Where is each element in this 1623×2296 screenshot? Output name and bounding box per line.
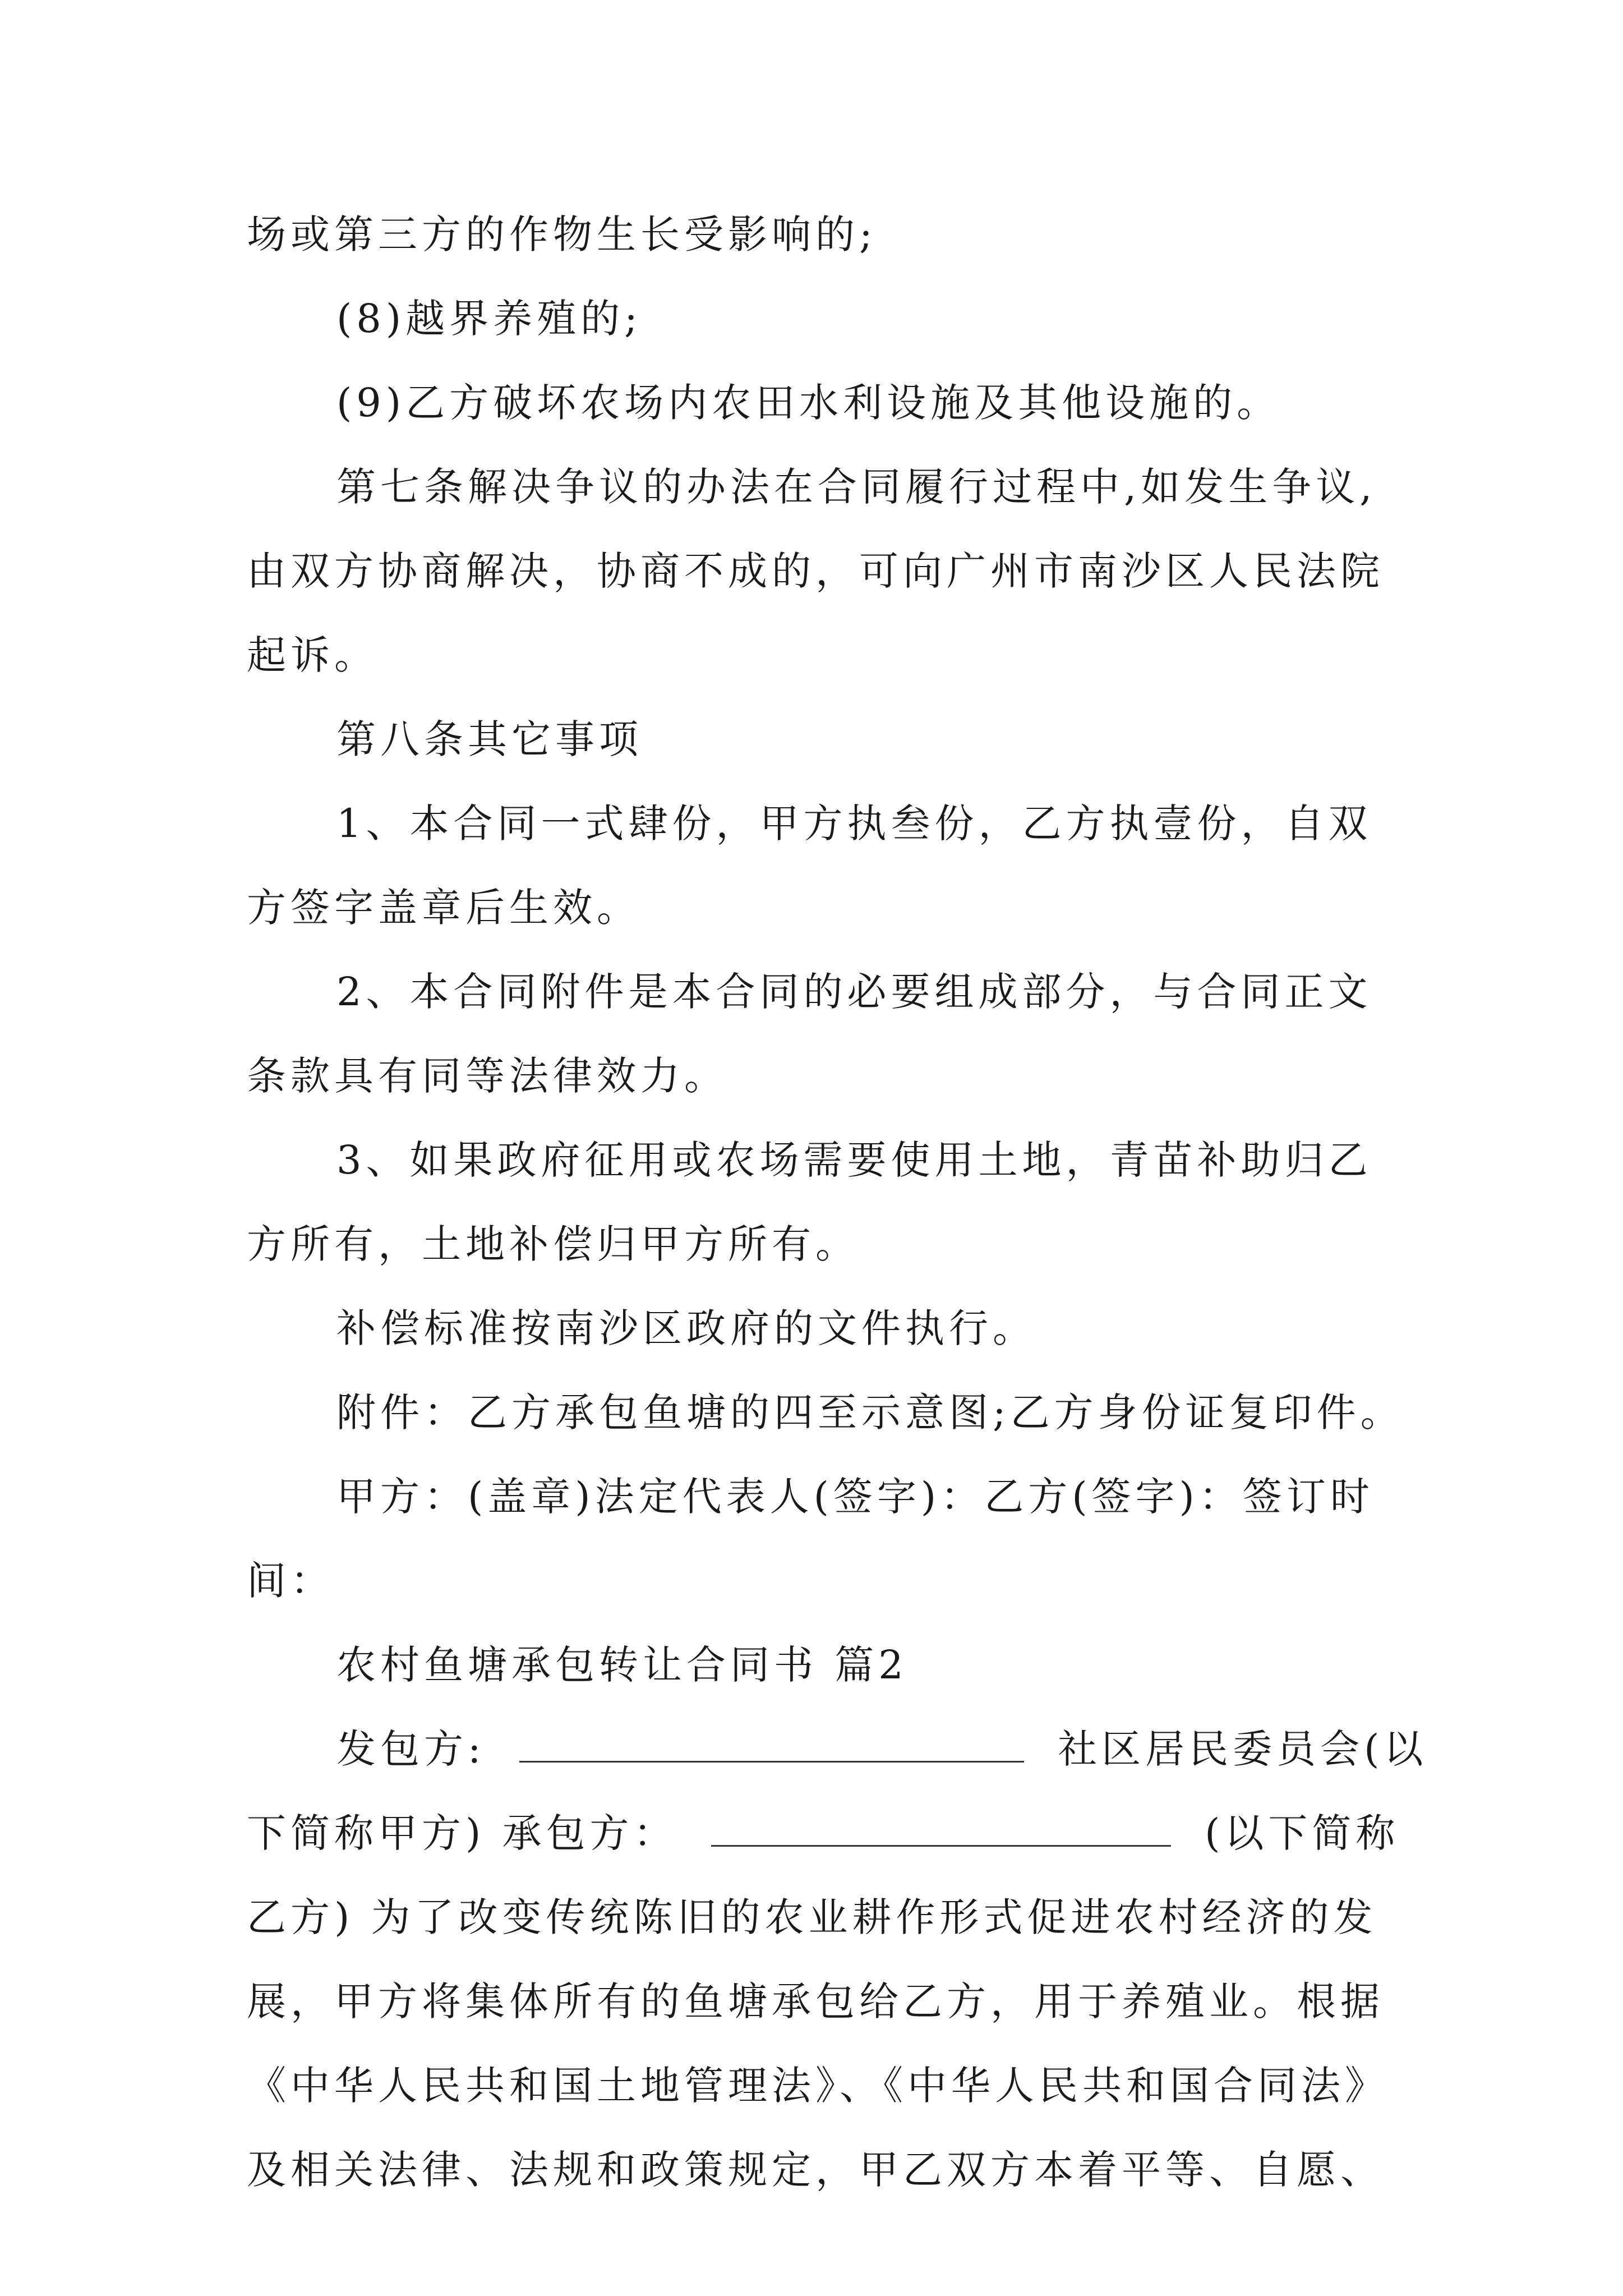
text-line-16: 甲方：(盖章)法定代表人(签字)：乙方(签字)：签订时: [336, 1474, 1374, 1520]
text-line-14: 补偿标准按南沙区政府的文件执行。: [336, 1305, 1036, 1351]
text-line-1: 场或第三方的作物生长受影响的;: [247, 211, 877, 257]
text-line-24: 及相关法律、法规和政策规定，甲乙双方本着平等、自愿、: [247, 2147, 1384, 2193]
issuer-label: 发包方:: [336, 1726, 486, 1772]
text-line-10: 2、本合同附件是本合同的必要组成部分，与合同正文: [336, 969, 1372, 1015]
text-line-5: 由双方协商解决，协商不成的，可向广州市南沙区人民法院: [247, 548, 1384, 594]
issuer-blank: [519, 1722, 1024, 1763]
text-line-9: 方签字盖章后生效。: [247, 885, 640, 931]
text-line-4: 第七条解决争议的办法在合同履行过程中,如发生争议,: [336, 464, 1377, 510]
text-line-13: 方所有，土地补偿归甲方所有。: [247, 1221, 859, 1267]
text-line-15: 附件：乙方承包鱼塘的四至示意图;乙方身份证复印件。: [336, 1389, 1404, 1435]
section-heading-8: 第八条其它事项: [336, 716, 643, 762]
text-line-8: 1、本合同一式肆份，甲方执叁份，乙方执壹份，自双: [336, 800, 1372, 846]
issuer-line: [0, 1710, 1623, 1788]
text-line-11: 条款具有同等法律效力。: [247, 1053, 728, 1099]
text-line-22: 展，甲方将集体所有的鱼塘承包给乙方，用于养殖业。根据: [247, 1978, 1384, 2024]
issuer-suffix: 社区居民委员会(以: [1058, 1726, 1428, 1772]
contractor-suffix: (以下简称: [1205, 1810, 1400, 1856]
text-line-3: (9)乙方破坏农场内农田水利设施及其他设施的。: [336, 380, 1281, 426]
contractor-label: 下简称甲方) 承包方：: [247, 1810, 677, 1856]
section-title-part2: 农村鱼塘承包转让合同书 篇2: [336, 1642, 908, 1688]
text-line-21: 乙方) 为了改变传统陈旧的农业耕作形式促进农村经济的发: [247, 1894, 1377, 1940]
text-line-2: (8)越界养殖的;: [336, 296, 642, 342]
text-line-23: 《中华人民共和国土地管理法》、《中华人民共和国合同法》: [247, 2063, 1389, 2109]
text-line-17: 间：: [247, 1558, 334, 1604]
text-line-6: 起诉。: [247, 632, 378, 678]
contractor-line: [0, 1794, 1623, 1872]
contractor-blank: [711, 1806, 1171, 1847]
text-line-12: 3、如果政府征用或农场需要使用土地，青苗补助归乙: [336, 1137, 1372, 1183]
